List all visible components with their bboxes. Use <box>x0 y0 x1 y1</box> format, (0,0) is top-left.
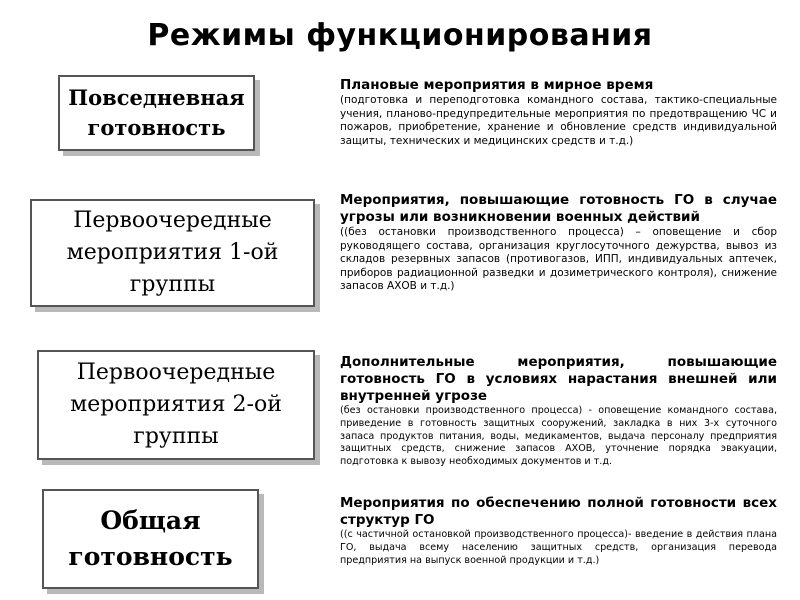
mode-box-general-readiness <box>42 489 259 589</box>
mode-label-line: Общая <box>100 505 201 535</box>
description-details: ((без остановки производственного процесса) – оповещение и сбор руководящего состава, организация круглосуточного дежурства, вывоз из складов резервных запасов (противогазов, ИПП, индивидуальных аптечек, приборов радиационной разведки и дозиметрического контроля), снижение запасов АХОВ и т.д.) <box>340 226 777 292</box>
mode-label-line: мероприятия 2-ой <box>70 392 282 418</box>
description-details: (подготовка и переподготовка командного состава, тактико-специальные учения, планово-предупредительные мероприятия по предотвращению ЧС и пожаров, приобретение, хранение и обновление средств индивидуальной защиты, технических и медицинских средств и т.д.) <box>340 94 777 147</box>
description-heading: Мероприятия, повышающие готовность ГО в случае угрозы или возникновении военных действий <box>340 192 777 225</box>
description-details: ((с частичной остановкой производственного процесса)- введение в действия плана ГО, выдача всему населению защитных средств, организация перевода предприятия на выпуск военной продукции и т.д.) <box>340 529 777 566</box>
description-heading: Плановые мероприятия в мирное время <box>340 77 654 93</box>
description-heading: Дополнительные мероприятия, повышающие готовность ГО в условиях нарастания внешней или внутренней угрозе <box>340 354 777 404</box>
mode-label-line: Первоочередные <box>73 208 272 234</box>
description-daily-readiness <box>340 77 777 148</box>
description-heading: Мероприятия по обеспечению полной готовности всех структур ГО <box>340 495 777 528</box>
mode-label-line: готовность <box>87 115 226 140</box>
description-priority-group-2 <box>340 354 777 469</box>
mode-label-line: группы <box>133 423 219 449</box>
mode-box-daily-readiness <box>58 75 255 151</box>
mode-label-line: Первоочередные <box>76 360 276 386</box>
description-priority-group-1 <box>340 192 777 294</box>
mode-label-line: Повседневная <box>68 84 245 110</box>
description-details: (без остановки производственного процесса) - оповещение командного состава, приведение в готовность защитных сооружений, закладка в них 3-х суточного запаса продуктов питания, воды, медикаментов, выдача персоналу предприятия защитных средств, снижение запасов АХОВ, уточнение порядка эвакуации, подготовка к вывозу необходимых документов и т.д. <box>340 405 777 468</box>
mode-box-priority-group-1 <box>30 199 315 307</box>
mode-box-priority-group-2 <box>37 350 315 460</box>
description-general-readiness <box>340 495 777 567</box>
mode-label-line: группы <box>129 271 216 297</box>
page-title: Режимы функционирования <box>147 18 653 53</box>
mode-label-line: готовность <box>68 542 233 571</box>
mode-label-line: мероприятия 1-ой <box>66 240 279 266</box>
